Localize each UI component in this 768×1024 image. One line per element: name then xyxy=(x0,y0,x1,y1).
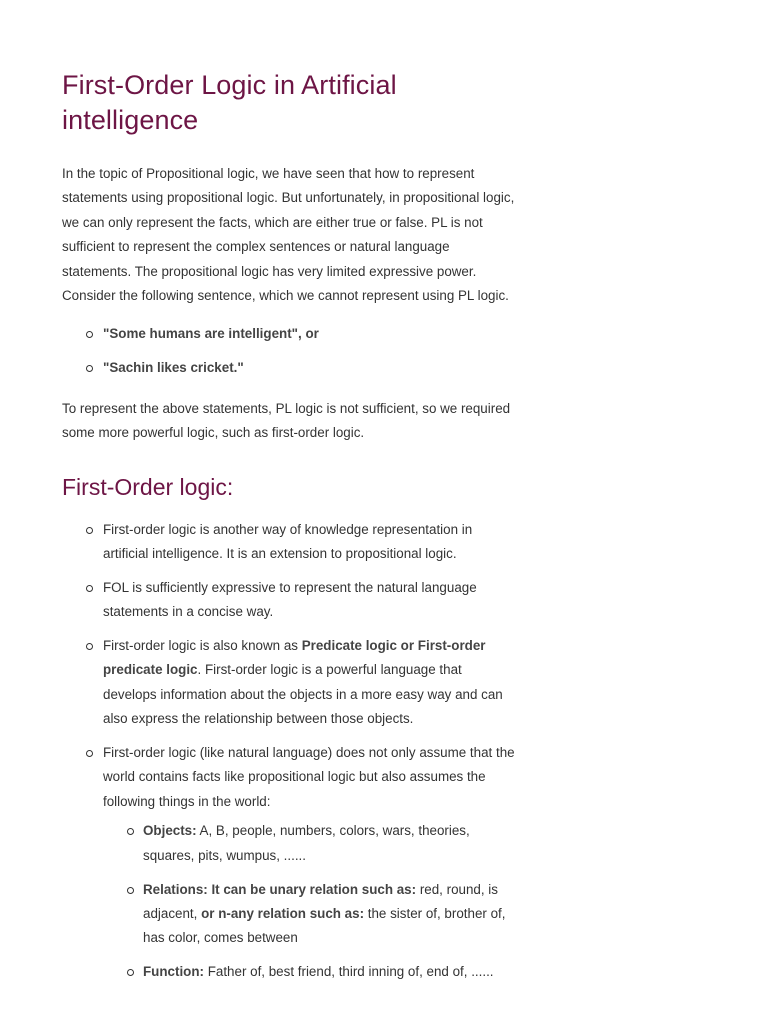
circle-bullet-icon xyxy=(86,750,93,757)
list-item xyxy=(62,518,516,567)
sub-item-label: Objects: xyxy=(143,823,197,839)
sub-list-item xyxy=(103,819,516,868)
circle-bullet-icon xyxy=(86,585,93,592)
example-list xyxy=(62,322,516,380)
list-item-text: First-order logic (like natural language) does not only assume that the world contains facts like propositional logic but also assumes the following things in the world: xyxy=(103,745,515,809)
sub-item-text: Father of, best friend, third inning of, end of, ...... xyxy=(203,964,494,980)
circle-bullet-icon xyxy=(127,969,134,976)
list-item-bold: Predicate logic or First-order predicate logic xyxy=(103,638,486,678)
sub-list-item xyxy=(103,960,516,984)
sub-item-text: red, round, is adjacent, xyxy=(143,881,498,921)
sub-list-item xyxy=(103,878,516,951)
circle-bullet-icon xyxy=(86,365,93,372)
intro-paragraph: In the topic of Propositional logic, we have seen that how to represent statements using propositional logic. But unfortunately, in propositional logic, we can only represent the facts, which are either true or false. PL is not sufficient to represent the complex sentences or natural language statements. The propositional logic has very limited expressive power. Consider the following sentence, which we cannot represent using PL logic. xyxy=(62,166,515,304)
list-item-text: . First-order logic is a powerful language that develops information about the objects in a more easy way and can also express the relationship between those objects. xyxy=(103,662,503,727)
example-text: "Some humans are intelligent", or xyxy=(103,326,319,342)
list-item-text: First-order logic is another way of knowledge representation in artificial intelligence. It is an extension to propositional logic. xyxy=(103,521,473,562)
circle-bullet-icon xyxy=(86,527,93,534)
sub-item-label: Function: xyxy=(143,964,204,980)
list-item xyxy=(62,356,516,380)
sub-item-text: A, B, people, numbers, colors, wars, theories, squares, pits, wumpus, ...... xyxy=(143,823,470,863)
circle-bullet-icon xyxy=(86,643,93,650)
example-text: "Sachin likes cricket." xyxy=(103,360,244,376)
circle-bullet-icon xyxy=(86,331,93,338)
list-item xyxy=(62,322,516,346)
sub-item-label: Relations: It can be unary relation such as: xyxy=(143,881,417,897)
followup-paragraph: To represent the above statements, PL logic is not sufficient, so we required some more powerful logic, such as first-order logic. xyxy=(62,400,511,441)
page-title: First-Order Logic in Artificial intelligence xyxy=(62,70,397,135)
fol-list xyxy=(62,518,516,985)
circle-bullet-icon xyxy=(127,828,134,835)
list-item-text: FOL is sufficiently expressive to represent the natural language statements in a concise way. xyxy=(103,579,477,620)
circle-bullet-icon xyxy=(127,887,134,894)
sub-list xyxy=(103,819,516,984)
section-heading: First-Order logic: xyxy=(62,473,234,500)
list-item xyxy=(62,741,516,984)
list-item xyxy=(62,634,516,732)
sub-item-text: the sister of, brother of, has color, comes between xyxy=(143,905,506,946)
article-content xyxy=(62,68,516,985)
list-item xyxy=(62,576,516,625)
sub-item-label: or n-any relation such as: xyxy=(197,905,365,921)
list-item-text: First-order logic is also known as xyxy=(103,638,302,654)
